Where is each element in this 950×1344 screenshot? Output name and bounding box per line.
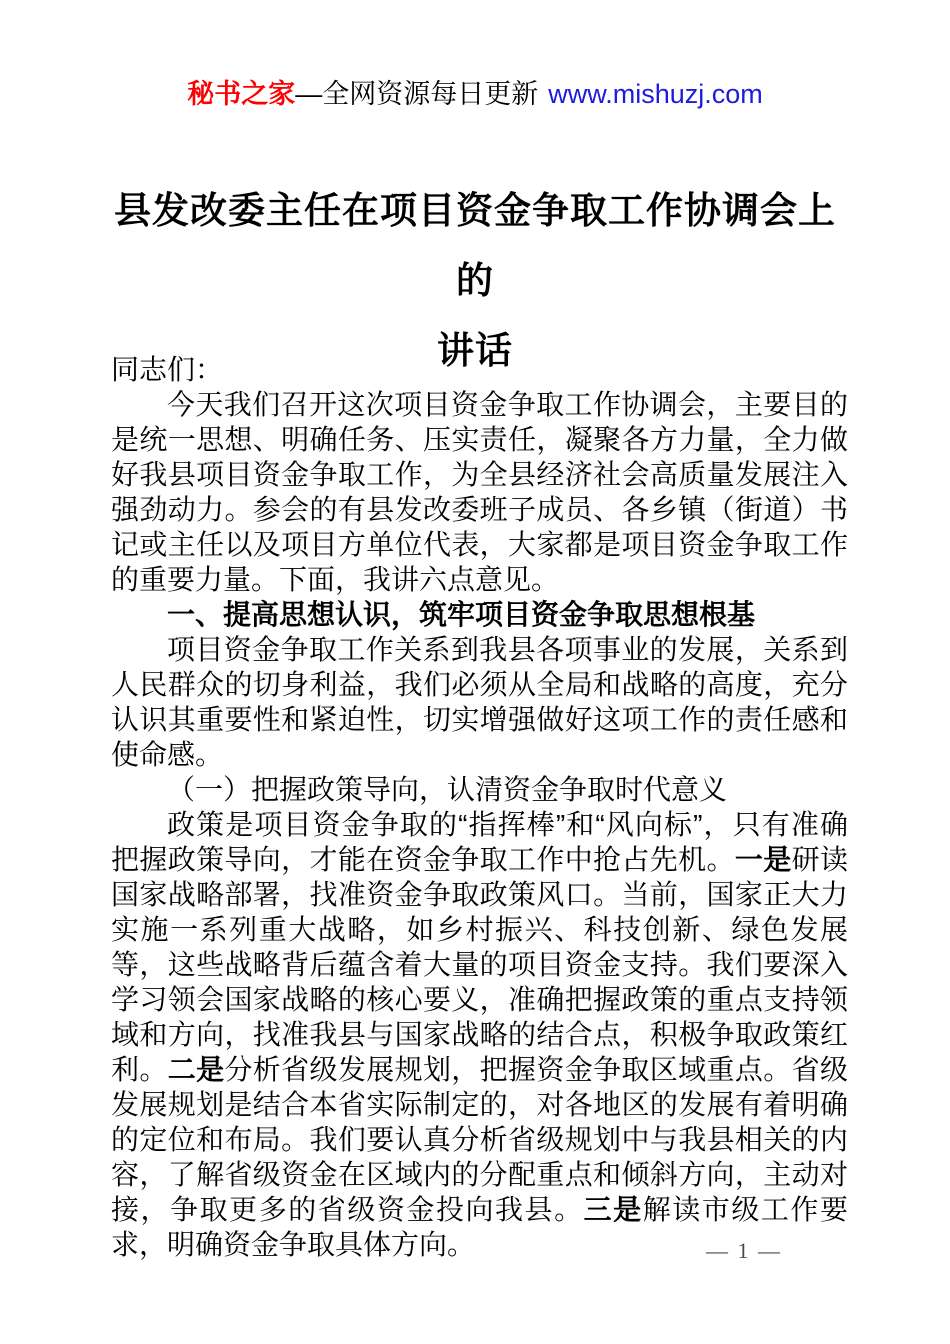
- bold-run: 二是: [167, 1054, 225, 1085]
- text-run: 同志们：: [111, 354, 224, 385]
- text-run: 今天我们召开这次项目资金争取工作协调会，主要目的是统一思想、明确任务、压实责任，凝聚各方力量，全力做好我县项目资金争取工作，为全县经济社会高质量发展注入强劲动力。参会的有县发改委班子成员、各乡镇（街道）书记或主任以及项目方单位代表，大家都是项目资金争取工作的重要力量。下面，我讲六点意见。: [111, 389, 848, 595]
- site-tagline: —全网资源每日更新: [295, 79, 539, 109]
- document-title-line-2: 讲话: [437, 330, 513, 371]
- bold-run: 一是: [734, 844, 792, 875]
- paragraph: [111, 807, 848, 1262]
- text-run: 解读市级工作要求，明确资金争取具体方向。: [111, 1194, 848, 1260]
- site-header: [0, 76, 950, 112]
- paragraph: [111, 632, 848, 772]
- document-body: [111, 352, 848, 1262]
- section-heading: [111, 597, 848, 632]
- salutation: [111, 352, 848, 387]
- site-url-link[interactable]: www.mishuzj.com: [548, 79, 763, 109]
- site-brand: 秘书之家: [187, 79, 296, 109]
- text-run: 项目资金争取工作关系到我县各项事业的发展，关系到人民群众的切身利益，我们必须从全局和战略的高度，充分认识其重要性和紧迫性，切实增强做好这项工作的责任感和使命感。: [111, 634, 848, 770]
- paragraph: [111, 387, 848, 597]
- document-title-line-1: 县发改委主任在项目资金争取工作协调会上的: [114, 190, 836, 301]
- text-run: （一）把握政策导向，认清资金争取时代意义: [167, 774, 728, 805]
- text-run: 研读国家战略部署，找准资金争取政策风口。当前，国家正大力实施一系列重大战略，如乡村振兴、科技创新、绿色发展等，这些战略背后蕴含着大量的项目资金支持。我们要深入学习领会国家战略的核心要义，准确把握政策的重点支持领域和方向，找准我县与国家战略的结合点，积极争取政策红利。: [111, 844, 848, 1085]
- page-number: — 1 —: [706, 1238, 782, 1263]
- text-run: 政策是项目资金争取的“指挥棒”和“风向标”，只有准确把握政策导向，才能在资金争取工作中抢占先机。: [111, 809, 848, 875]
- bold-run: 三是: [583, 1194, 643, 1225]
- text-run: 分析省级发展规划，把握资金争取区域重点。省级发展规划是结合本省实际制定的，对各地区的发展有着明确的定位和布局。我们要认真分析省级规划中与我县相关的内容，了解省级资金在区域内的分配重点和倾斜方向，主动对接，争取更多的省级资金投向我县。: [111, 1054, 848, 1225]
- subsection-heading: [111, 772, 848, 807]
- bold-run: 一、提高思想认识，筑牢项目资金争取思想根基: [167, 599, 756, 630]
